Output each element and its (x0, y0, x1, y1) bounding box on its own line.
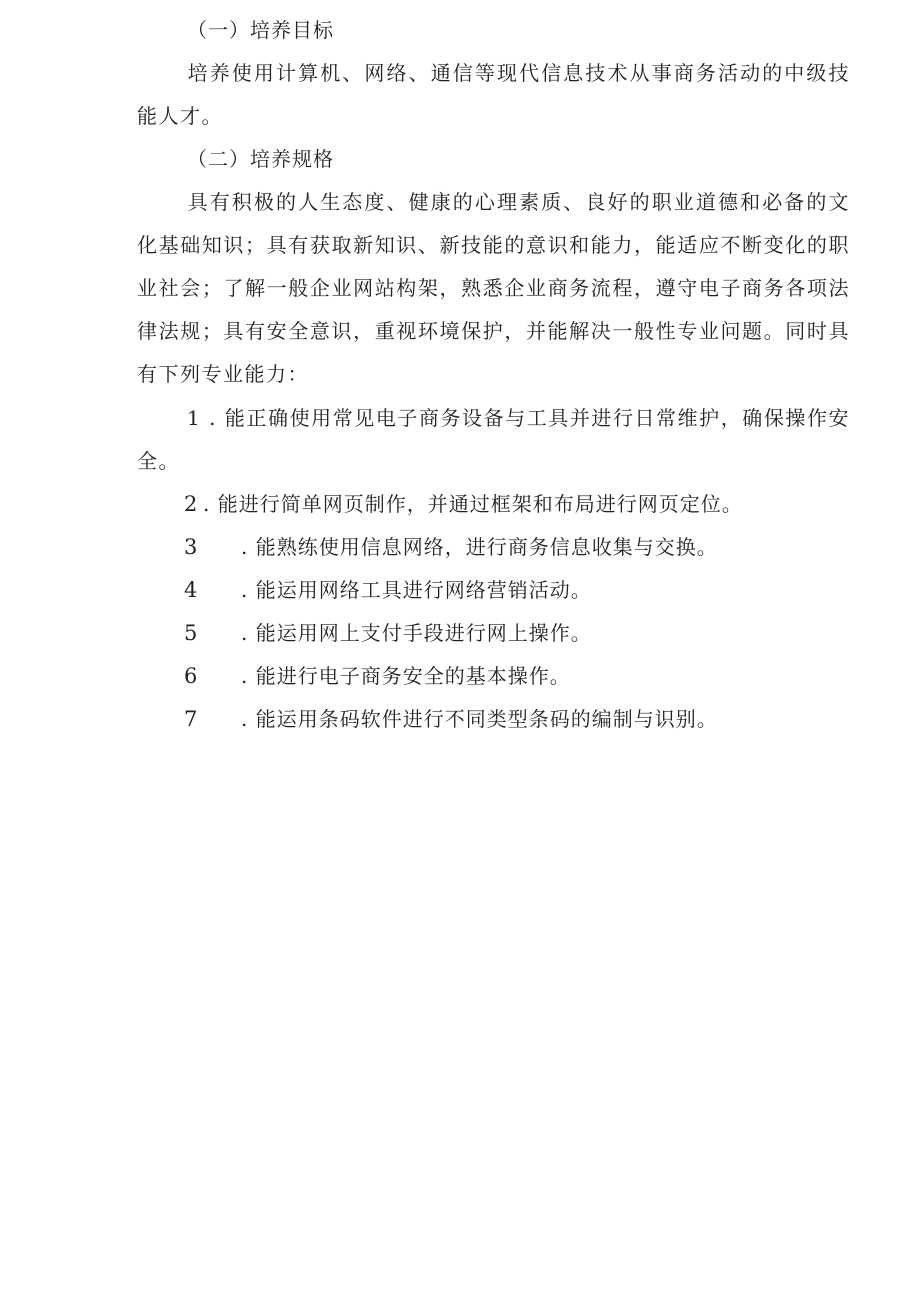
training-goal-paragraph (137, 52, 850, 138)
ability-text: . 能进行电子商务安全的基本操作。 (241, 664, 571, 688)
ability-text: . 能运用网上支付手段进行网上操作。 (241, 621, 592, 645)
ability-text: . 能正确使用常见电子商务设备与工具并进行日常维护，确保操作安全。 (137, 406, 851, 473)
section-heading-training-goal: （一）培养目标 (187, 18, 334, 42)
section-heading-training-spec: （二）培养规格 (187, 147, 334, 171)
ability-number: 5 (184, 621, 198, 645)
training-spec-paragraph (137, 181, 850, 396)
ability-number: 6 (184, 664, 198, 688)
ability-number: 7 (184, 707, 198, 731)
training-spec-text: 具有积极的人生态度、健康的心理素质、良好的职业道德和必备的文化基础知识；具有获取新知识、新技能的意识和能力，能适应不断变化的职业社会；了解一般企业网站构架，熟悉企业商务流程，遵守电子商务各项法律法规；具有安全意识，重视环境保护，并能解决一般性专业问题。同时具有下列专业能力： (137, 190, 850, 386)
training-goal-text: 培养使用计算机、网络、通信等现代信息技术从事商务活动的中级技能人才。 (137, 61, 850, 128)
ability-number: 2 (184, 492, 198, 516)
ability-text: . 能运用网络工具进行网络营销活动。 (241, 578, 592, 602)
ability-number: 4 (184, 578, 198, 602)
ability-number: 1 (187, 406, 202, 430)
ability-text: . 能进行简单网页制作，并通过框架和布局进行网页定位。 (203, 492, 743, 516)
ability-text: . 能运用条码软件进行不同类型条码的编制与识别。 (241, 707, 718, 731)
ability-text: . 能熟练使用信息网络，进行商务信息收集与交换。 (241, 535, 718, 559)
ability-number: 3 (184, 535, 198, 559)
ability-item-1 (137, 397, 850, 483)
